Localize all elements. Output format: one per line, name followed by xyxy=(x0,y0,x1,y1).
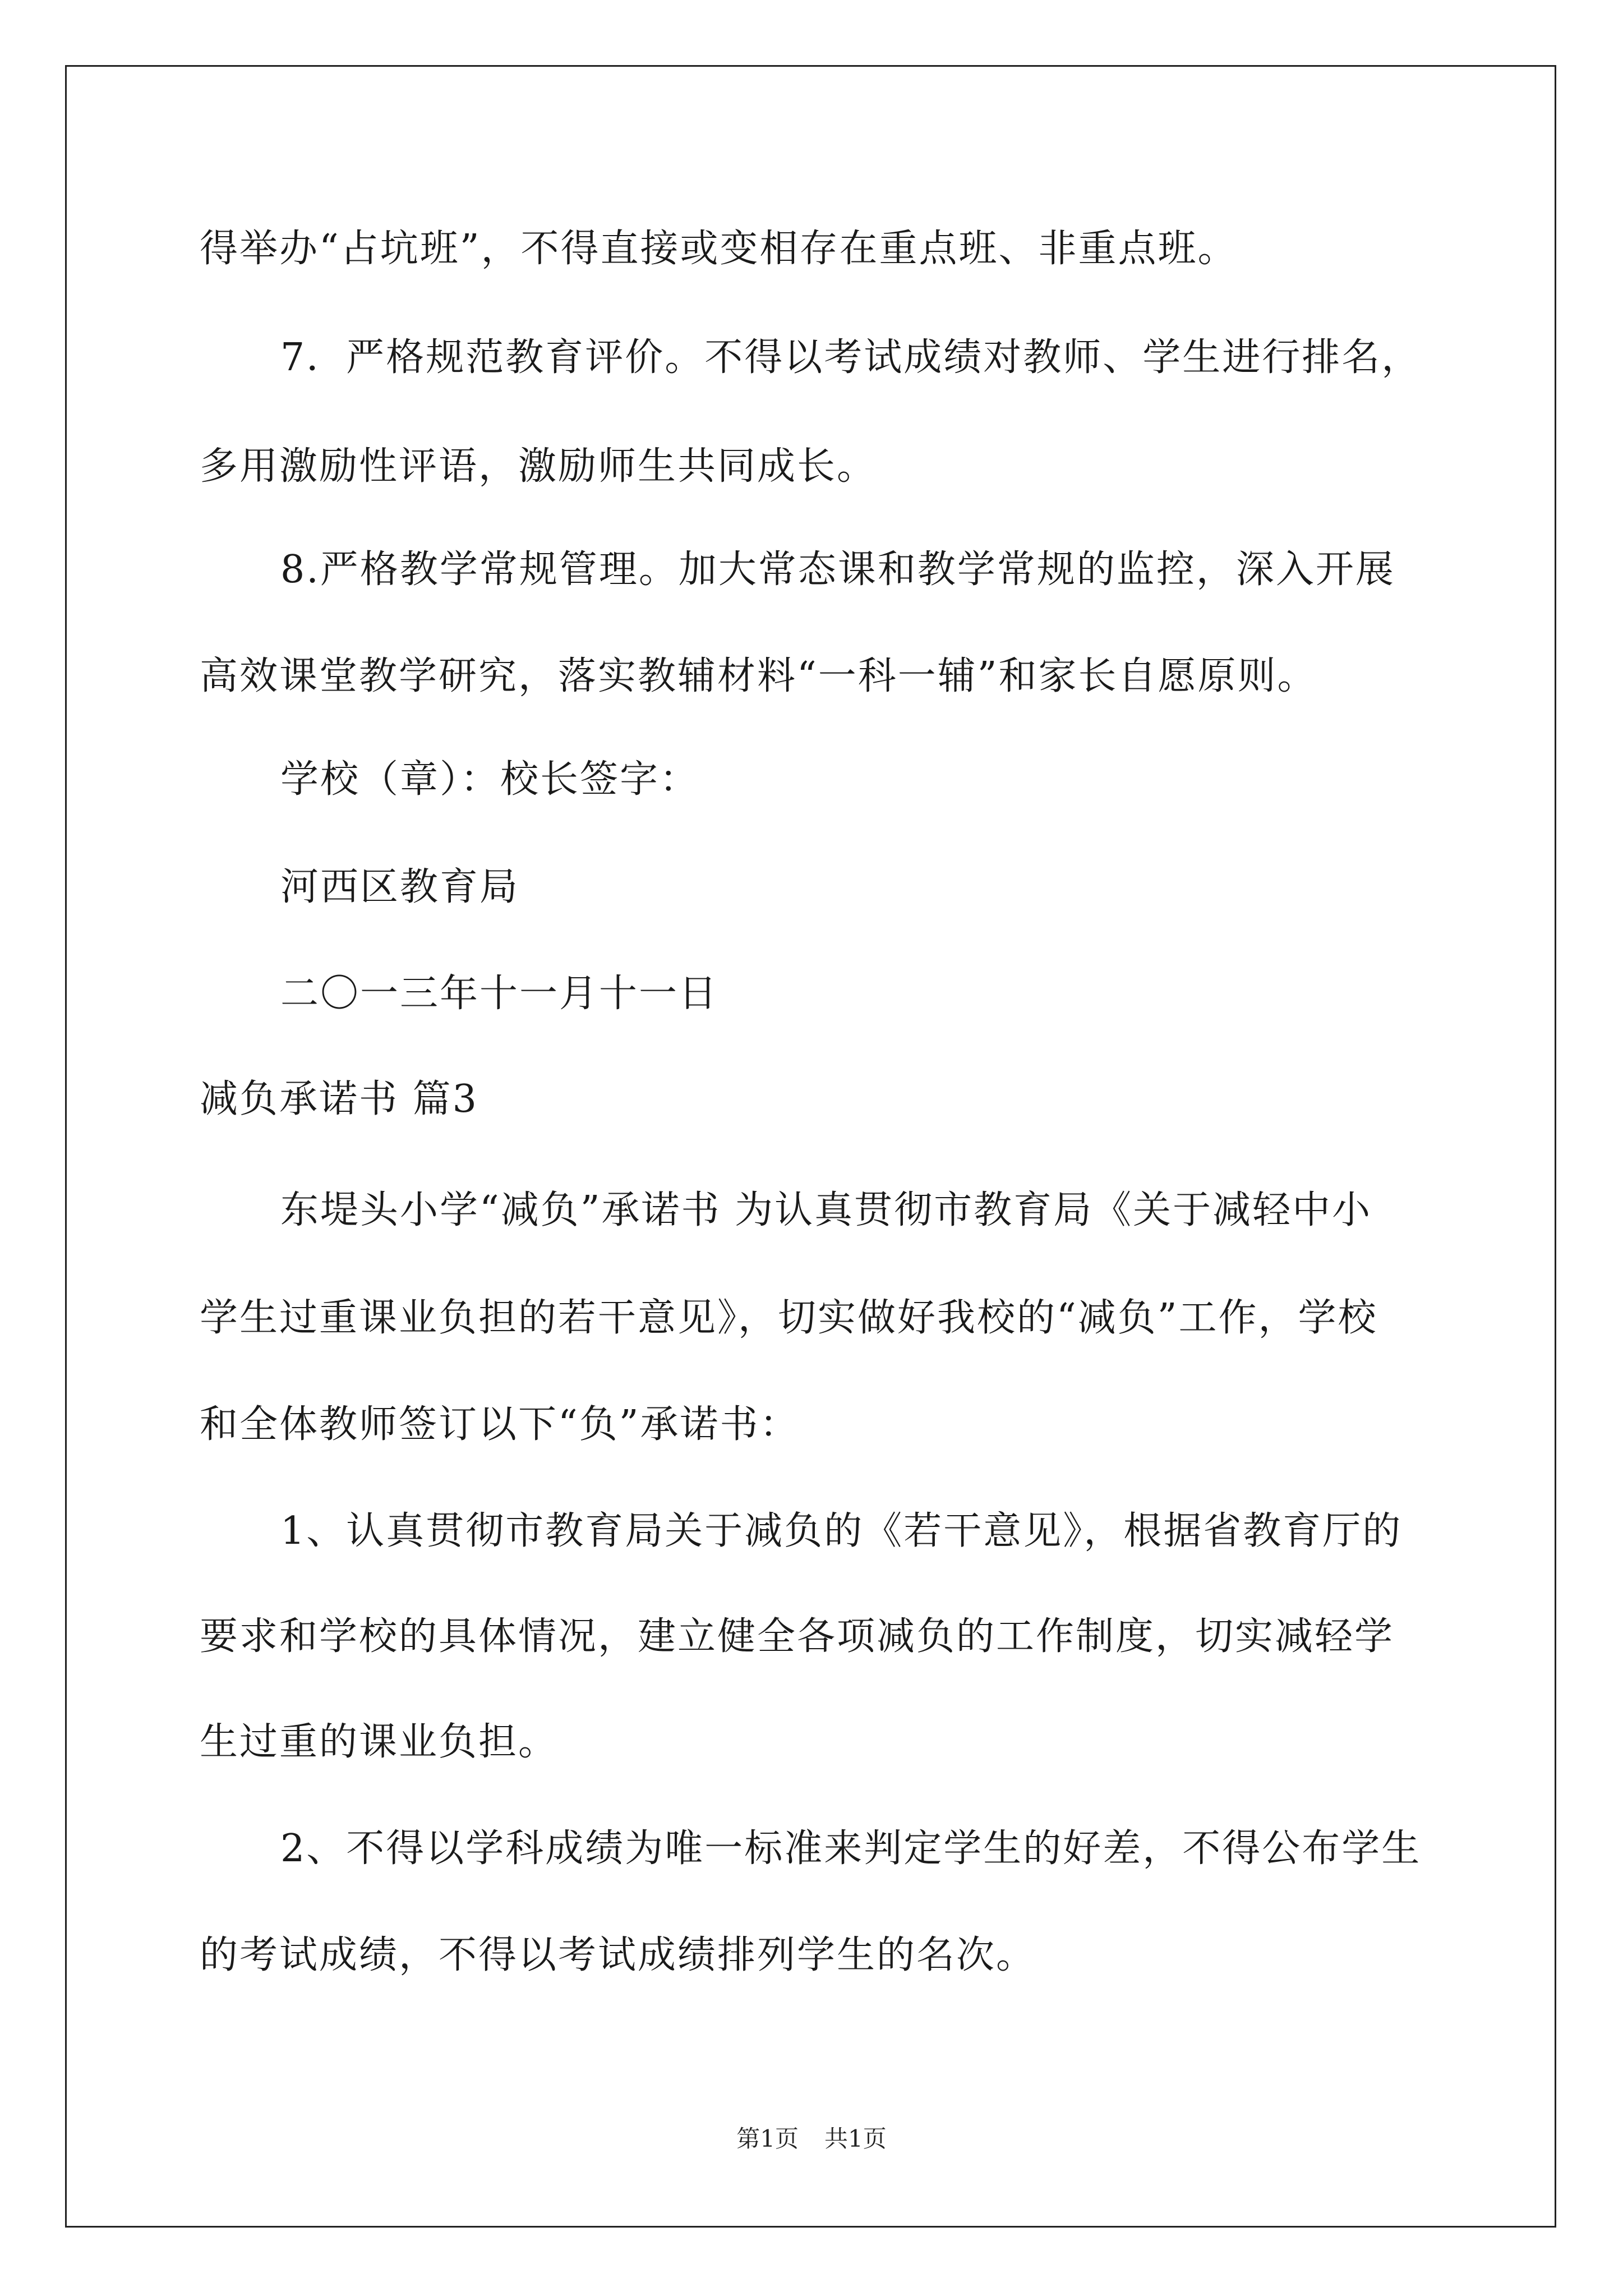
paragraph-line: 学生过重课业负担的若干意见》，切实做好我校的“减负”工作，学校 xyxy=(200,1296,1378,1340)
paragraph-line: 的考试成绩，不得以考试成绩排列学生的名次。 xyxy=(200,1933,1036,1977)
page-number: 第1页 xyxy=(736,2125,799,2152)
paragraph-line: 要求和学校的具体情况，建立健全各项减负的工作制度，切实减轻学 xyxy=(200,1614,1395,1659)
paragraph-line: 1、认真贯彻市教育局关于减负的《若干意见》，根据省教育厅的 xyxy=(280,1509,1403,1553)
paragraph-line: 生过重的课业负担。 xyxy=(200,1720,559,1764)
page-footer xyxy=(0,2125,1623,2153)
paragraph-line: 7．严格规范教育评价。不得以考试成绩对教师、学生进行排名， xyxy=(280,335,1422,380)
signature-line: 学校（章）：校长签字： xyxy=(280,757,700,802)
paragraph-line: 2、不得以学科成绩为唯一标准来判定学生的好差，不得公布学生 xyxy=(280,1826,1422,1871)
date-line: 二〇一三年十一月十一日 xyxy=(280,972,719,1016)
paragraph-line: 和全体教师签订以下“负”承诺书： xyxy=(200,1402,800,1447)
page-total: 共1页 xyxy=(824,2125,887,2152)
paragraph-line: 高效课堂教学研究，落实教辅材料“一科一辅”和家长自愿原则。 xyxy=(200,654,1317,698)
paragraph-line: 得举办“占坑班”，不得直接或变相存在重点班、非重点班。 xyxy=(200,227,1238,271)
paragraph-line: 8.严格教学常规管理。加大常态课和教学常规的监控，深入开展 xyxy=(280,547,1395,592)
section-heading: 减负承诺书 篇3 xyxy=(200,1077,478,1121)
page-border xyxy=(65,65,1556,2228)
paragraph-line: 多用激励性评语，激励师生共同成长。 xyxy=(200,444,877,489)
issuer-line: 河西区教育局 xyxy=(280,865,520,909)
paragraph-line: 东堤头小学“减负”承诺书 为认真贯彻市教育局《关于减轻中小 xyxy=(280,1188,1372,1232)
